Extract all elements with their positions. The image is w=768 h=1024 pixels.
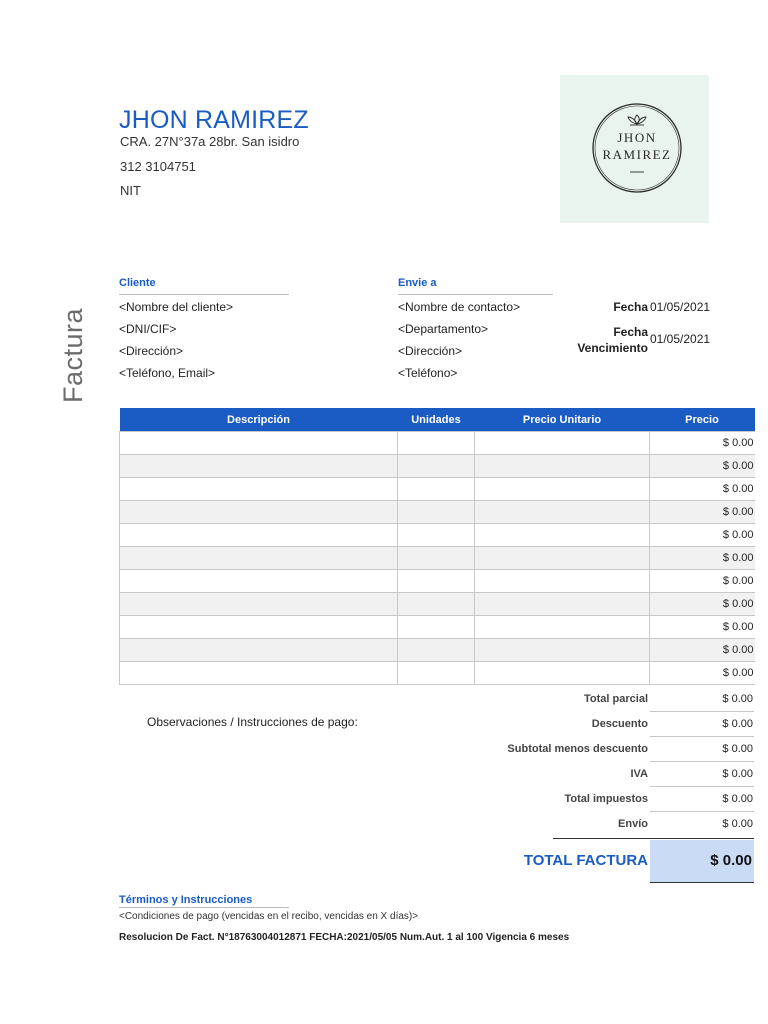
summary-total-tax-value: $ 0.00 — [722, 793, 753, 805]
table-row — [120, 616, 755, 639]
cell-units[interactable] — [398, 639, 475, 662]
cell-price: $ 0.00 — [650, 662, 755, 685]
lotus-icon — [628, 115, 646, 125]
summary-shipping-label: Envío — [618, 818, 648, 830]
cell-description[interactable] — [120, 662, 398, 685]
date-label: Fecha — [613, 300, 648, 314]
cell-price: $ 0.00 — [650, 524, 755, 547]
terms-text: <Condiciones de pago (vencidas en el recibo, vencidas en X días)> — [119, 911, 419, 922]
cell-units[interactable] — [398, 432, 475, 455]
table-row — [120, 547, 755, 570]
terms-heading: Términos y Instrucciones — [119, 894, 253, 906]
cell-description[interactable] — [120, 501, 398, 524]
cell-units[interactable] — [398, 478, 475, 501]
cell-description[interactable] — [120, 524, 398, 547]
cell-price: $ 0.00 — [650, 478, 755, 501]
cell-price: $ 0.00 — [650, 593, 755, 616]
cell-description[interactable] — [120, 570, 398, 593]
cell-price: $ 0.00 — [650, 501, 755, 524]
summary-divider — [650, 736, 754, 737]
summary-divider — [650, 761, 754, 762]
company-phone: 312 3104751 — [120, 159, 196, 174]
due-date-value: 01/05/2021 — [650, 332, 711, 346]
table-row — [120, 639, 755, 662]
resolution-text: Resolucion De Fact. N°18763004012871 FECHA:2021/05/05 Num.Aut. 1 al 100 Vigencia 6 meses — [119, 932, 570, 943]
cell-unit-price[interactable] — [475, 432, 650, 455]
table-row — [120, 662, 755, 685]
header-description: Descripción — [120, 408, 398, 432]
cell-unit-price[interactable] — [475, 662, 650, 685]
table-row — [120, 593, 755, 616]
cell-description[interactable] — [120, 639, 398, 662]
cell-price: $ 0.00 — [650, 616, 755, 639]
cell-unit-price[interactable] — [475, 478, 650, 501]
document-title-text: Factura — [58, 307, 89, 404]
date-value: 01/05/2021 — [650, 300, 711, 314]
header-price: Precio — [650, 408, 755, 432]
due-date-label-2: Vencimiento — [577, 341, 648, 355]
summary-divider — [650, 786, 754, 787]
cell-units[interactable] — [398, 501, 475, 524]
header-unit-price: Precio Unitario — [475, 408, 650, 432]
cell-unit-price[interactable] — [475, 593, 650, 616]
total-divider — [553, 838, 754, 839]
summary-discount-value: $ 0.00 — [722, 718, 753, 730]
client-id: <DNI/CIF> — [119, 322, 177, 336]
logo-text-line2: RAMIREZ — [602, 147, 672, 162]
client-divider — [119, 294, 289, 295]
cell-price: $ 0.00 — [650, 639, 755, 662]
ship-to-name: <Nombre de contacto> — [398, 300, 521, 314]
cell-units[interactable] — [398, 662, 475, 685]
cell-unit-price[interactable] — [475, 570, 650, 593]
cell-units[interactable] — [398, 570, 475, 593]
cell-price: $ 0.00 — [650, 432, 755, 455]
table-row — [120, 478, 755, 501]
cell-units[interactable] — [398, 455, 475, 478]
ship-to-divider — [398, 294, 553, 295]
summary-shipping-value: $ 0.00 — [722, 818, 753, 830]
cell-description[interactable] — [120, 593, 398, 616]
table-row — [120, 524, 755, 547]
observations-label: Observaciones / Instrucciones de pago: — [147, 715, 358, 729]
cell-unit-price[interactable] — [475, 501, 650, 524]
cell-unit-price[interactable] — [475, 639, 650, 662]
cell-unit-price[interactable] — [475, 455, 650, 478]
cell-description[interactable] — [120, 478, 398, 501]
table-row — [120, 455, 755, 478]
cell-units[interactable] — [398, 547, 475, 570]
cell-unit-price[interactable] — [475, 547, 650, 570]
cell-unit-price[interactable] — [475, 616, 650, 639]
summary-subtotal-less-discount-label: Subtotal menos descuento — [507, 743, 648, 755]
cell-units[interactable] — [398, 524, 475, 547]
summary-divider — [650, 711, 754, 712]
cell-description[interactable] — [120, 455, 398, 478]
company-logo — [560, 75, 709, 223]
summary-divider — [650, 811, 754, 812]
terms-divider — [119, 907, 289, 908]
table-row — [120, 432, 755, 455]
client-address: <Dirección> — [119, 344, 184, 358]
due-date-label-1: Fecha — [613, 325, 648, 339]
cell-price: $ 0.00 — [650, 547, 755, 570]
table-row — [120, 570, 755, 593]
summary-subtotal-value: $ 0.00 — [722, 693, 753, 705]
cell-units[interactable] — [398, 593, 475, 616]
logo-text-line1: JHON — [617, 130, 657, 145]
items-table-header — [120, 408, 755, 432]
table-row — [120, 501, 755, 524]
client-contact: <Teléfono, Email> — [119, 366, 216, 380]
cell-description[interactable] — [120, 547, 398, 570]
company-address: CRA. 27N°37a 28br. San isidro — [120, 134, 300, 149]
client-name: <Nombre del cliente> — [119, 300, 234, 314]
items-table — [119, 408, 755, 685]
client-heading: Cliente — [119, 277, 156, 289]
ship-to-department: <Departamento> — [398, 322, 489, 336]
summary-total-tax-label: Total impuestos — [564, 793, 648, 805]
total-label: TOTAL FACTURA — [523, 852, 648, 869]
ship-to-phone: <Teléfono> — [398, 366, 458, 380]
header-units: Unidades — [398, 408, 475, 432]
summary-vat-value: $ 0.00 — [722, 768, 753, 780]
cell-price: $ 0.00 — [650, 455, 755, 478]
ship-to-address: <Dirección> — [398, 344, 463, 358]
cell-description[interactable] — [120, 616, 398, 639]
company-tax-id: NIT — [120, 183, 141, 198]
cell-units[interactable] — [398, 616, 475, 639]
summary-vat-label: IVA — [630, 768, 648, 780]
cell-unit-price[interactable] — [475, 524, 650, 547]
total-value: $ 0.00 — [710, 852, 752, 869]
summary-discount-label: Descuento — [591, 718, 648, 730]
summary-subtotal-label: Total parcial — [584, 693, 648, 705]
summary-subtotal-less-discount-value: $ 0.00 — [722, 743, 753, 755]
ship-to-heading: Envie a — [398, 277, 437, 289]
company-name: JHON RAMIREZ — [119, 106, 309, 134]
document-title — [56, 300, 111, 410]
cell-description[interactable] — [120, 432, 398, 455]
cell-price: $ 0.00 — [650, 570, 755, 593]
